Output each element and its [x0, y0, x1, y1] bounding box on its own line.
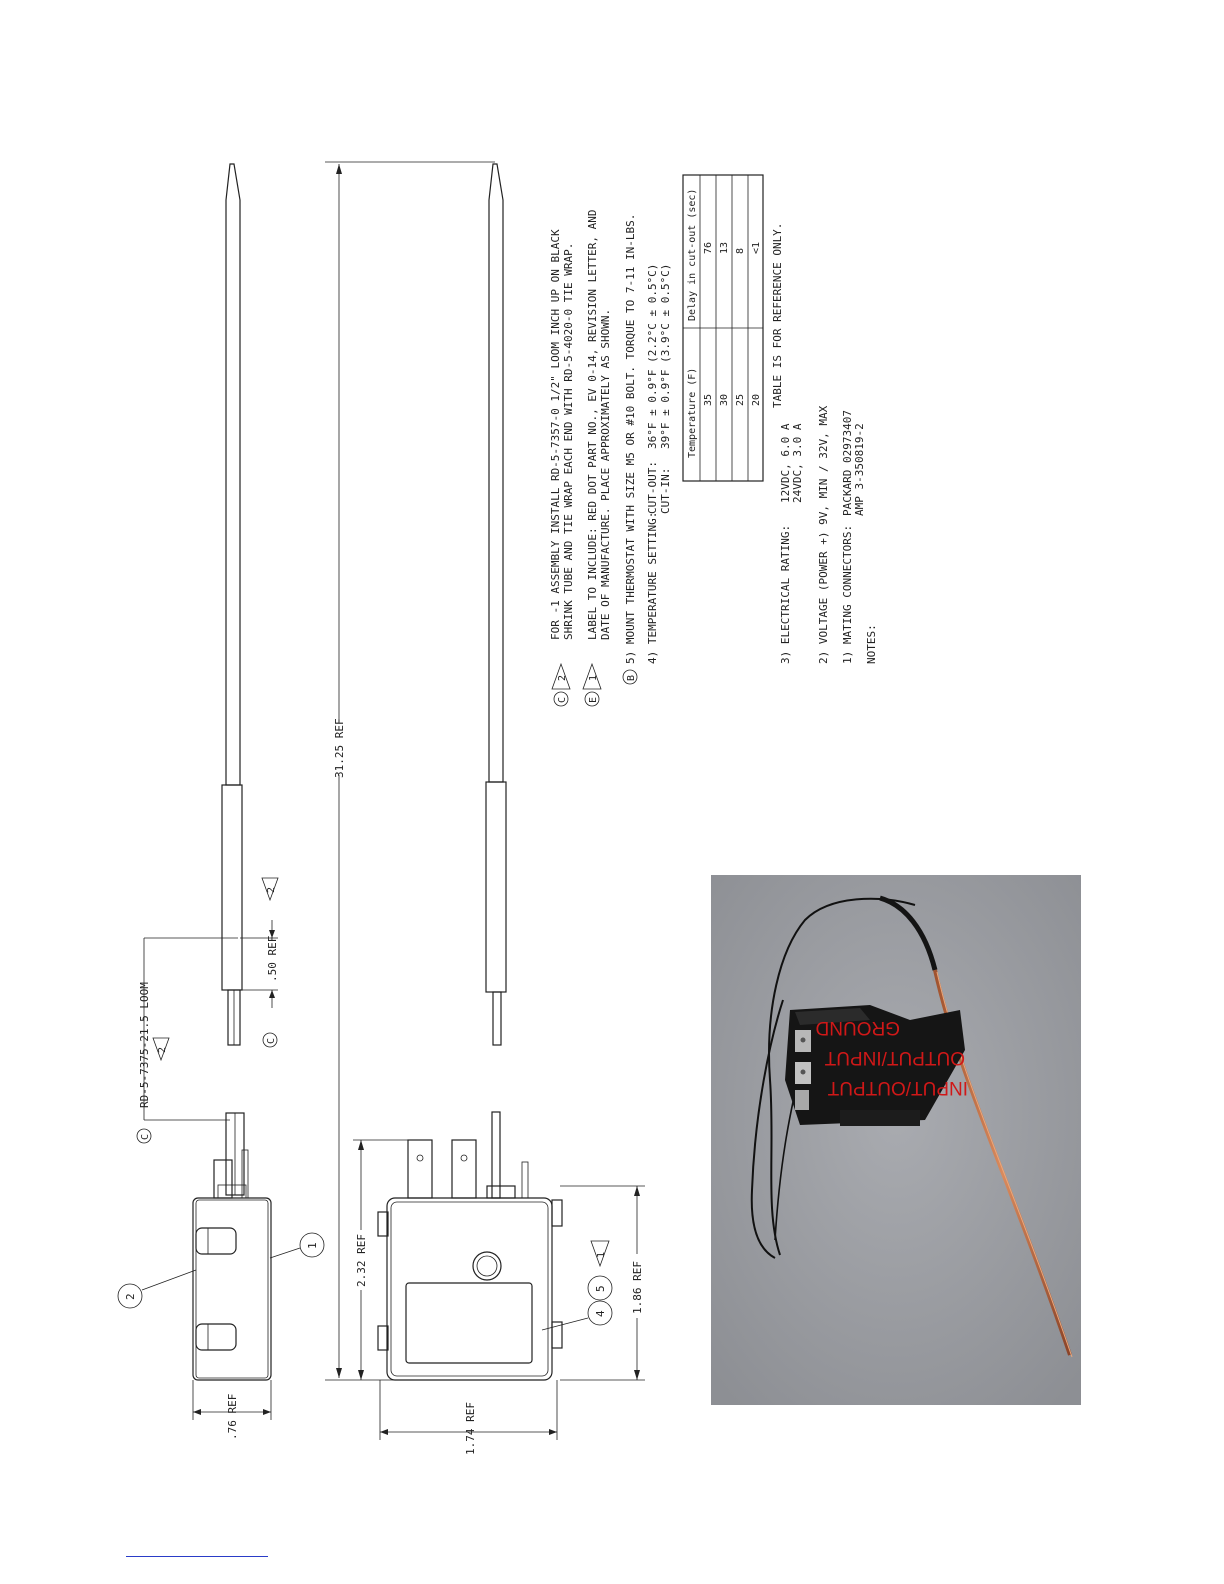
table-note: TABLE IS FOR REFERENCE ONLY. [771, 222, 784, 408]
dimension-174 [380, 1380, 557, 1455]
probe-upper-view [222, 164, 242, 1045]
note-4: 4) TEMPERATURE SETTING: [646, 511, 659, 664]
flag-1-note: 1 [588, 674, 599, 681]
thermostat-side-view [193, 1113, 271, 1380]
note-5: 5) MOUNT THERMOSTAT WITH SIZE M5 OR #10 BOLT. TORQUE TO 7-11 IN-LBS. [624, 213, 637, 664]
connector-1: PACKARD 02973407 [841, 410, 854, 516]
bubble-2: 2 [124, 1293, 137, 1300]
probe-lower-view [486, 164, 506, 1045]
note-e-line-1: LABEL TO INCLUDE: RED DOT PART NO., EV 0-14, REVISION LETTER, AND [586, 209, 599, 640]
connector-2: AMP 3-350819-2 [853, 423, 866, 516]
cut-in-value: 39°F ± 0.9°F (3.9°C ± 0.5°C) [659, 263, 672, 449]
rating-2: 24VDC, 3.0 A [791, 423, 804, 503]
letter-e-note: E [588, 696, 599, 703]
product-photo [711, 875, 1081, 1405]
notes-block [549, 210, 878, 706]
note-1: 1) MATING CONNECTORS: [841, 524, 854, 664]
table-cell-temp-1: 30 [719, 393, 730, 406]
letter-b-note: B [626, 674, 637, 681]
letter-c-loom: C [140, 1133, 151, 1140]
table-cell-temp-0: 35 [703, 393, 714, 406]
photo-label-output-input: OUTPUT/INPUT [824, 1047, 965, 1068]
table-cell-delay-2: 8 [735, 247, 746, 254]
table-cell-delay-0: 76 [703, 241, 714, 254]
letter-c-note: C [557, 696, 568, 703]
dim-76-label: .76 REF [226, 1393, 239, 1440]
table-cell-delay-1: 13 [719, 241, 730, 254]
loom-label: RD-5-7375-21.5 LOOM [138, 982, 151, 1108]
table-cell-temp-3: 20 [751, 393, 762, 406]
letter-c-dim: C [266, 1037, 277, 1044]
cut-out-label: CUT-OUT: [646, 461, 659, 514]
dimension-186 [560, 1186, 645, 1380]
bubble-4: 4 [594, 1310, 607, 1317]
note-c-line-1: FOR -1 ASSEMBLY INSTALL RD-5-7357-0 1/2" LOOM INCH UP ON BLACK [549, 229, 562, 640]
dimension-232 [353, 1140, 410, 1380]
dim-232-label: 2.32 REF [355, 1234, 368, 1287]
table-cell-delay-3: <1 [751, 241, 762, 254]
bubble-5: 5 [594, 1285, 607, 1292]
dimension-76 [193, 1380, 271, 1440]
flag-1-front: 1 [596, 1251, 607, 1258]
dim-174-label: 1.74 REF [464, 1402, 477, 1455]
bubble-callouts-side [118, 1233, 324, 1308]
photo-label-ground: GROUND [815, 1017, 900, 1038]
note-3: 3) ELECTRICAL RATING: [779, 524, 792, 664]
flag-2-loom: 2 [157, 1046, 168, 1053]
table-header-delay: Delay in cut-out (sec) [687, 188, 698, 321]
bottom-link-underline[interactable] [126, 1556, 268, 1557]
dim-31-25-label: 31.25 REF [333, 718, 346, 778]
table-header-temp: Temperature (F) [687, 367, 698, 458]
bubble-1: 1 [306, 1242, 319, 1249]
dimension-31-25 [325, 162, 495, 1380]
note-c-line-2: SHRINK TUBE AND TIE WRAP EACH END WITH RD-5-4020-0 TIE WRAP. [562, 242, 575, 640]
dimension-50 [240, 878, 279, 1047]
thermostat-front-view [378, 1112, 562, 1380]
cut-out-value: 36°F ± 0.9°F (2.2°C ± 0.5°C) [646, 263, 659, 449]
notes-title: NOTES: [865, 624, 878, 664]
note-e-line-2: DATE OF MANUFACTURE. PLACE APPROXIMATELY AS SHOWN. [599, 308, 612, 640]
delay-table [683, 175, 763, 481]
table-cell-temp-2: 25 [735, 393, 746, 406]
cut-in-label: CUT-IN: [659, 467, 672, 514]
flag-2-note: 2 [557, 674, 568, 681]
dim-50-label: .50 REF [266, 935, 279, 982]
dim-186-label: 1.86 REF [631, 1261, 644, 1314]
note-2: 2) VOLTAGE (POWER +) 9V, MIN / 32V, MAX [817, 405, 830, 664]
flag-2-dim: 2 [266, 886, 277, 893]
rating-1: 12VDC, 6.0 A [779, 423, 792, 503]
loom-callout [137, 938, 238, 1143]
photo-label-input-output: INPUT/OUTPUT [827, 1077, 968, 1098]
